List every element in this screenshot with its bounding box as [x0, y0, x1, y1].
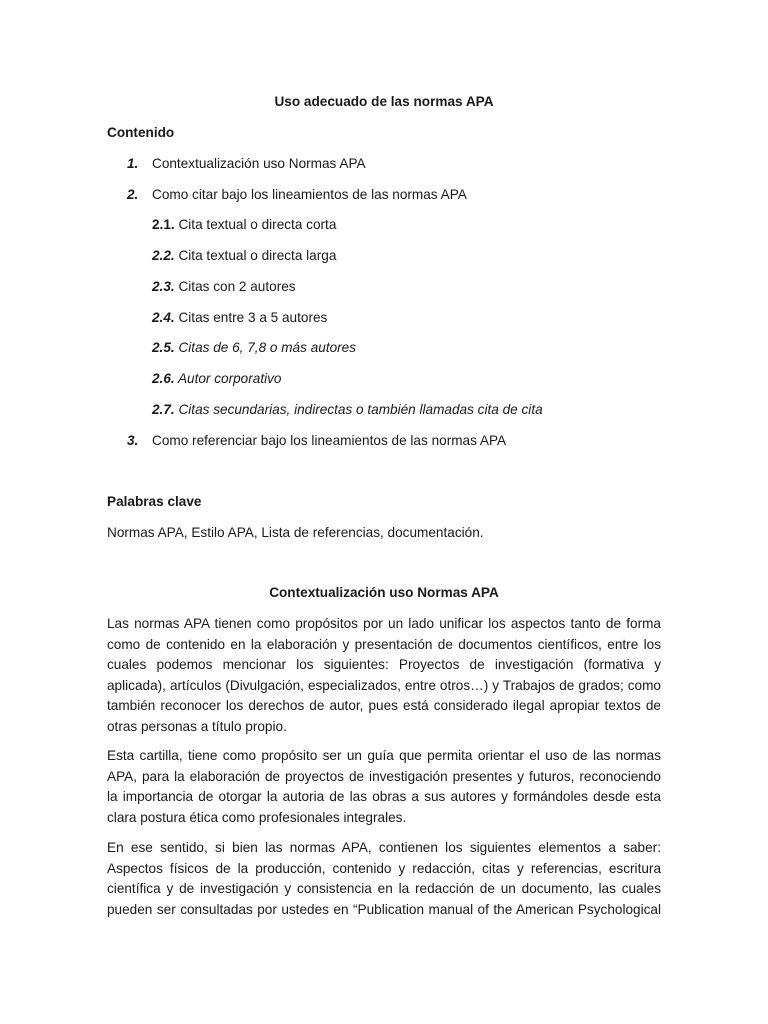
section-heading: Contextualización uso Normas APA: [269, 585, 499, 600]
subitem-text: Cita textual o directa corta: [178, 217, 337, 232]
contents-subitem: [152, 278, 296, 296]
contents-subitem: [152, 247, 336, 265]
subitem-number: 2.3.: [152, 279, 175, 294]
contents-item-number: 1.: [127, 156, 139, 171]
contents-subitem: [152, 339, 356, 357]
contents-subitem: [152, 370, 281, 388]
subitem-number: 2.7.: [152, 402, 175, 417]
subitem-text: Citas con 2 autores: [178, 279, 296, 294]
paragraph-line: En ese sentido, si bien las normas APA, contienen los siguientes elementos a saber:: [107, 840, 661, 855]
subitem-number: 2.6.: [152, 371, 175, 386]
contents-subitem: [152, 309, 327, 327]
contents-subitem: [152, 216, 336, 234]
paragraph-line: clara postura ética como profesionales integrales.: [107, 809, 407, 825]
paragraph-line: científica y de investigación y consistencia en la redacción de un documento, las cuales: [107, 881, 661, 896]
paragraph-line: como de contenido en la elaboración y presentación de documentos científicos, entre los: [107, 636, 661, 652]
keywords-text: Normas APA, Estilo APA, Lista de referencias, documentación.: [107, 525, 484, 540]
contents-subitem: [152, 401, 543, 419]
paragraph-line: aplicada), artículos (Divulgación, especializados, entre otros…) y Trabajos de grados; como: [107, 677, 661, 693]
paragraph-line: Las normas APA tienen como propósitos por un lado unificar los aspectos tanto de forma: [107, 616, 661, 631]
contents-item: [0, 155, 768, 173]
contents-item-text: Contextualización uso Normas APA: [152, 156, 366, 171]
paragraph-line: APA, para la elaboración de proyectos de investigación presentes y futuros, reconociendo: [107, 768, 661, 784]
subitem-text: Cita textual o directa larga: [178, 248, 337, 263]
subitem-number: 2.2.: [152, 248, 175, 263]
subitem-number: 2.5.: [152, 340, 175, 355]
subitem-text: Citas entre 3 a 5 autores: [178, 310, 328, 325]
subitem-text: Citas de 6, 7,8 o más autores: [178, 340, 357, 355]
paragraph-line: Aspectos físicos de la producción, contenido y redacción, citas y referencias, escritura: [107, 860, 661, 876]
subitem-number: 2.4.: [152, 310, 175, 325]
contents-item-number: 2.: [127, 187, 139, 202]
paragraph-line: pueden ser consultadas por ustedes en “Publication manual of the American Psychological: [107, 901, 661, 917]
contents-item: [0, 186, 768, 204]
contents-heading: Contenido: [107, 125, 175, 140]
subitem-text: Citas secundarias, indirectas o también llamadas cita de cita: [178, 402, 543, 417]
paragraph-line: Esta cartilla, tiene como propósito ser un guía que permita orientar el uso de las normas: [107, 748, 661, 763]
body-paragraph: [107, 614, 661, 737]
body-paragraph: [107, 746, 661, 828]
contents-item-number: 3.: [127, 433, 139, 448]
contents-item-text: Como referenciar bajo los lineamientos de las normas APA: [152, 433, 507, 448]
subitem-number: 2.1.: [152, 217, 175, 232]
paragraph-line: cuales podemos mencionar los siguientes: Proyectos de investigación (formativa y: [107, 657, 661, 672]
subitem-text: Autor corporativo: [177, 371, 282, 386]
contents-item-text: Como citar bajo los lineamientos de las normas APA: [152, 187, 467, 202]
paragraph-line: la importancia de otorgar la autoria de las obras a sus autores y formándoles desde esta: [107, 789, 661, 804]
body-paragraph: [107, 838, 661, 920]
document-title: Uso adecuado de las normas APA: [274, 94, 494, 109]
paragraph-line: también reconocer los derechos de autor, pues está considerado ilegal apropiar textos de: [107, 698, 661, 713]
keywords-heading: Palabras clave: [107, 494, 202, 509]
contents-item: [0, 432, 768, 450]
paragraph-line: otras personas a título propio.: [107, 718, 287, 734]
